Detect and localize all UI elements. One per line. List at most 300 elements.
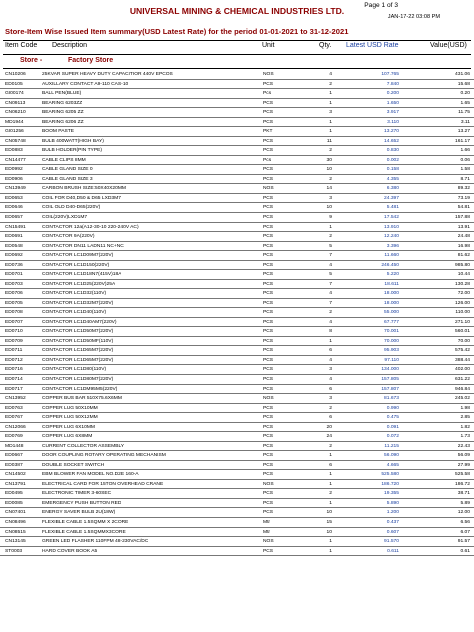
usd-rate-cell: 0.437 xyxy=(386,519,399,525)
value-cell: 0.06 xyxy=(460,157,470,163)
table-row xyxy=(0,528,474,538)
unit-cell: PCS xyxy=(263,367,274,373)
description-cell: COPPER LUG 6X10MM xyxy=(42,424,95,430)
value-cell: 72.00 xyxy=(457,291,470,297)
usd-rate-cell: 55.000 xyxy=(384,310,399,316)
unit-cell: PCS xyxy=(263,415,274,421)
item-code-cell: GI01256 xyxy=(5,129,24,135)
item-code-cell: CN08496 xyxy=(5,519,26,525)
usd-rate-cell: 18.000 xyxy=(384,291,399,297)
description-cell: BULB 400WATT(HIGH BAY) xyxy=(42,138,104,144)
description-cell: COIL OLD D40-D65(220V) xyxy=(42,205,101,211)
unit-cell: PCS xyxy=(263,453,274,459)
item-code-cell: ED0706 xyxy=(5,291,23,297)
table-row xyxy=(0,547,474,557)
unit-cell: PCS xyxy=(263,100,274,106)
value-cell: 2.85 xyxy=(460,415,470,421)
qty-cell: 9 xyxy=(329,214,332,220)
usd-rate-cell: 12.240 xyxy=(384,234,399,240)
usd-rate-cell: 1.200 xyxy=(386,510,399,516)
table-row xyxy=(0,470,474,480)
description-cell: COPPER LUG 6X8MM xyxy=(42,434,93,440)
col-header-value: Value(USD) xyxy=(430,42,467,49)
unit-cell: PCS xyxy=(263,205,274,211)
item-code-cell: CN14477 xyxy=(5,157,26,163)
qty-cell: 1 xyxy=(329,119,332,125)
description-cell: CONTACTOR LC1DM95M5(220V) xyxy=(42,386,118,392)
unit-cell: PCS xyxy=(263,167,274,173)
usd-rate-cell: 0.200 xyxy=(386,91,399,97)
item-code-cell: ED0705 xyxy=(5,300,23,306)
value-cell: 1.98 xyxy=(460,405,470,411)
qty-cell: 3 xyxy=(329,195,332,201)
qty-cell: 1 xyxy=(329,338,332,344)
table-row xyxy=(0,423,474,433)
usd-rate-cell: 24.397 xyxy=(384,195,399,201)
report-datetime: JAN-17-22 03:08 PM xyxy=(387,14,440,20)
item-code-cell: ED0085 xyxy=(5,500,23,506)
usd-rate-cell: 5.220 xyxy=(386,272,399,278)
qty-cell: 7 xyxy=(329,300,332,306)
usd-rate-cell: 5.890 xyxy=(386,500,399,506)
unit-cell: PCS xyxy=(263,243,274,249)
usd-rate-cell: 0.830 xyxy=(386,148,399,154)
unit-cell: PCS xyxy=(263,462,274,468)
item-code-cell: ED0736 xyxy=(5,262,23,268)
item-code-cell: ED0711 xyxy=(5,348,23,354)
unit-cell: PCS xyxy=(263,338,274,344)
item-code-cell: ED0708 xyxy=(5,310,23,316)
unit-cell: PCS xyxy=(263,500,274,506)
item-code-cell: ED0105 xyxy=(5,81,23,87)
qty-cell: 1 xyxy=(329,472,332,478)
unit-cell: PCS xyxy=(263,119,274,125)
table-row xyxy=(0,165,474,175)
qty-cell: 2 xyxy=(329,81,332,87)
value-cell: 8.71 xyxy=(460,176,470,182)
unit-cell: PCS xyxy=(263,310,274,316)
usd-rate-cell: 0.158 xyxy=(386,167,399,173)
unit-cell: PCS xyxy=(263,510,274,516)
qty-cell: 2 xyxy=(329,310,332,316)
value-cell: 56.09 xyxy=(457,453,470,459)
item-code-cell: ED0767 xyxy=(5,415,23,421)
store-rule xyxy=(3,68,471,69)
item-code-cell: CN12066 xyxy=(5,424,26,430)
value-cell: 126.00 xyxy=(455,300,470,306)
header-rule-top xyxy=(3,40,471,41)
description-cell: CONTACTOR LC1D25(220V)25A xyxy=(42,281,116,287)
table-row xyxy=(0,156,474,166)
item-code-cell: CN13952 xyxy=(5,396,26,402)
description-cell: CONTACTOR LC1D09M7(220V) xyxy=(42,253,114,259)
table-row xyxy=(0,261,474,271)
qty-cell: 6 xyxy=(329,415,332,421)
table-row xyxy=(0,432,474,442)
description-cell: COPPER LUG 50X10MM xyxy=(42,405,98,411)
header-rule-bottom xyxy=(3,54,471,55)
item-code-cell: ED0712 xyxy=(5,357,23,363)
table-row xyxy=(0,308,474,318)
qty-cell: 10 xyxy=(326,205,332,211)
table-row xyxy=(0,242,474,252)
value-cell: 525.58 xyxy=(455,472,470,478)
description-cell: EMERGENCY PUSH BUTTON RED xyxy=(42,500,122,506)
unit-cell: NOS xyxy=(263,481,274,487)
unit-cell: PCS xyxy=(263,262,274,268)
table-row xyxy=(0,394,474,404)
unit-cell: PCS xyxy=(263,291,274,297)
description-cell: CONTACTOR LC1D18N7(415V)18A xyxy=(42,272,122,278)
unit-cell: PCS xyxy=(263,138,274,144)
store-name: Factory Store xyxy=(68,57,114,64)
table-row xyxy=(0,184,474,194)
usd-rate-cell: 11.660 xyxy=(384,253,399,259)
table-row xyxy=(0,499,474,509)
qty-cell: 14 xyxy=(326,186,332,192)
description-cell: BULB HOLDER(PIN TYPE) xyxy=(42,148,102,154)
usd-rate-cell: 186.720 xyxy=(381,481,399,487)
usd-rate-cell: 19.355 xyxy=(384,491,399,497)
description-cell: CONTACTOR LC1D32M7(220V) xyxy=(42,300,114,306)
qty-cell: 2 xyxy=(329,491,332,497)
usd-rate-cell: 157.807 xyxy=(381,386,399,392)
description-cell: CONTACTOR LC1D80M7(220V) xyxy=(42,377,114,382)
usd-rate-cell: 70.001 xyxy=(384,329,399,335)
table-row xyxy=(0,346,474,356)
description-cell: ELECTRONIC TIMER 3-60SEC xyxy=(42,491,112,497)
item-code-cell: CN06210 xyxy=(5,110,26,116)
qty-cell: 2 xyxy=(329,148,332,154)
usd-rate-cell: 14.652 xyxy=(384,138,399,144)
qty-cell: 1 xyxy=(329,481,332,487)
usd-rate-cell: 107.765 xyxy=(381,72,399,77)
table-row xyxy=(0,385,474,395)
unit-cell: PCS xyxy=(263,195,274,201)
item-code-cell: CN08515 xyxy=(5,529,26,535)
description-cell: BEARING 6205 ZZ xyxy=(42,110,84,116)
table-row xyxy=(0,251,474,261)
description-cell: 25KVAR SUPER HEAVY DUTY CAPACITIOR 440V EPCOS xyxy=(42,72,173,77)
table-row xyxy=(0,194,474,204)
value-cell: 24.48 xyxy=(457,234,470,240)
company-title: UNIVERSAL MINING & CHEMICAL INDUSTRIES LTD. xyxy=(129,6,345,16)
table-row xyxy=(0,461,474,471)
qty-cell: 6 xyxy=(329,462,332,468)
description-cell: CONTACTOR 9A(220V) xyxy=(42,234,95,240)
item-code-cell: ED0707 xyxy=(5,319,23,325)
table-row xyxy=(0,508,474,518)
table-row xyxy=(0,480,474,490)
value-cell: 10.44 xyxy=(457,272,470,278)
unit-cell: PCS xyxy=(263,434,274,440)
unit-cell: NOS xyxy=(263,539,274,545)
usd-rate-cell: 95.903 xyxy=(384,348,399,354)
usd-rate-cell: 0.990 xyxy=(386,405,399,411)
qty-cell: 1 xyxy=(329,129,332,135)
qty-cell: 4 xyxy=(329,72,332,77)
description-cell: DOUBLE SOCKET SWITCH xyxy=(42,462,105,468)
table-row xyxy=(0,232,474,242)
value-cell: 81.62 xyxy=(457,253,470,259)
item-code-cell: CN05748 xyxy=(5,138,26,144)
unit-cell: PCS xyxy=(263,548,274,554)
item-code-cell: GI00174 xyxy=(5,91,24,97)
qty-cell: 2 xyxy=(329,176,332,182)
description-cell: AUXILLARY CONTACT A9-110 CAS-10 xyxy=(42,81,129,87)
unit-cell: PCS xyxy=(263,443,274,449)
usd-rate-cell: 4.665 xyxy=(386,462,399,468)
items-table xyxy=(0,70,474,556)
unit-cell: PCS xyxy=(263,329,274,335)
qty-cell: 6 xyxy=(329,386,332,392)
usd-rate-cell: 70.000 xyxy=(384,338,399,344)
value-cell: 388.44 xyxy=(455,357,470,363)
value-cell: 402.00 xyxy=(455,367,470,373)
item-code-cell: CN13791 xyxy=(5,481,26,487)
description-cell: BOOM PASTE xyxy=(42,129,74,135)
usd-rate-cell: 0.475 xyxy=(386,415,399,421)
item-code-cell: ED0710 xyxy=(5,329,23,335)
value-cell: 3.11 xyxy=(460,119,470,125)
item-code-cell: ED0692 xyxy=(5,253,23,259)
item-code-cell: ED0992 xyxy=(5,167,23,173)
item-code-cell: ST0003 xyxy=(5,548,23,554)
value-cell: 431.06 xyxy=(455,72,470,77)
qty-cell: 20 xyxy=(326,424,332,430)
qty-cell: 1 xyxy=(329,539,332,545)
value-cell: 13.27 xyxy=(457,129,470,135)
qty-cell: 7 xyxy=(329,281,332,287)
table-row xyxy=(0,356,474,366)
qty-cell: 3 xyxy=(329,110,332,116)
table-row xyxy=(0,318,474,328)
description-cell: COIL(220V)LXD1M7 xyxy=(42,214,88,220)
qty-cell: 5 xyxy=(329,243,332,249)
qty-cell: 1 xyxy=(329,91,332,97)
table-row xyxy=(0,289,474,299)
description-cell: BALL PEN(BLUE) xyxy=(42,91,82,97)
col-header-qty: Qty. xyxy=(319,42,332,49)
usd-rate-cell: 1.650 xyxy=(386,100,399,106)
description-cell: CONTACTOR LC1D50M7(220V) xyxy=(42,329,114,335)
usd-rate-cell: 81.673 xyxy=(384,396,399,402)
table-row xyxy=(0,299,474,309)
usd-rate-cell: 134.000 xyxy=(381,367,399,373)
value-cell: 73.19 xyxy=(457,195,470,201)
item-code-cell: ED0716 xyxy=(5,367,23,373)
qty-cell: 4 xyxy=(329,357,332,363)
description-cell: CONTACTOR LC1D40(110V) xyxy=(42,310,107,316)
usd-rate-cell: 0.072 xyxy=(386,434,399,440)
usd-rate-cell: 67.777 xyxy=(384,319,399,325)
value-cell: 110.00 xyxy=(455,310,470,316)
value-cell: 271.10 xyxy=(455,319,470,325)
value-cell: 89.32 xyxy=(457,186,470,192)
table-row xyxy=(0,203,474,213)
unit-cell: PCS xyxy=(263,377,274,382)
description-cell: CABLE GLAND SIZE 0 xyxy=(42,167,93,173)
value-cell: 22.43 xyxy=(457,443,470,449)
qty-cell: 4 xyxy=(329,377,332,382)
usd-rate-cell: 3.917 xyxy=(386,110,399,116)
unit-cell: PCS xyxy=(263,386,274,392)
description-cell: CONTACTOR LC1D40AM7(220V) xyxy=(42,319,117,325)
table-row xyxy=(0,518,474,528)
item-code-cell: CN10206 xyxy=(5,72,26,77)
value-cell: 91.57 xyxy=(457,539,470,545)
col-header-unit: Unit xyxy=(262,42,275,49)
page-number: Page 1 of 3 xyxy=(364,2,398,9)
description-cell: DOOR COUPLING ROTARY OPERATING MECHANISM xyxy=(42,453,166,459)
value-cell: 1.65 xyxy=(460,100,470,106)
qty-cell: 1 xyxy=(329,224,332,230)
item-code-cell: MD1944 xyxy=(5,119,24,125)
item-code-cell: ED0883 xyxy=(5,148,23,154)
item-code-cell: CN13949 xyxy=(5,186,26,192)
unit-cell: PCS xyxy=(263,234,274,240)
description-cell: FLEXIBLE CABLE 1.5SQMM X 2CORE xyxy=(42,519,129,525)
value-cell: 0.61 xyxy=(460,548,470,554)
usd-rate-cell: 157.805 xyxy=(381,377,399,382)
description-cell: CABLE CLIPS 8MM xyxy=(42,157,86,163)
value-cell: 5.89 xyxy=(460,500,470,506)
usd-rate-cell: 13.910 xyxy=(384,224,399,230)
qty-cell: 1 xyxy=(329,548,332,554)
unit-cell: PCS xyxy=(263,348,274,354)
value-cell: 186.72 xyxy=(455,481,470,487)
value-cell: 1.66 xyxy=(460,148,470,154)
item-code-cell: ED0906 xyxy=(5,176,23,182)
table-row xyxy=(0,413,474,423)
description-cell: GREEN LED FLASHER 110FPM 48-230VAC/DC xyxy=(42,539,149,545)
table-row xyxy=(0,213,474,223)
value-cell: 27.99 xyxy=(457,462,470,468)
qty-cell: 5 xyxy=(329,272,332,278)
col-header-item-code: Item Code xyxy=(5,42,38,49)
usd-rate-cell: 91.570 xyxy=(384,539,399,545)
value-cell: 13.91 xyxy=(457,224,470,230)
item-code-cell: ED0548 xyxy=(5,243,23,249)
table-row xyxy=(0,118,474,128)
unit-cell: Mtr xyxy=(263,519,271,525)
unit-cell: PCS xyxy=(263,472,274,478)
value-cell: 70.00 xyxy=(457,338,470,344)
item-code-cell: CN13145 xyxy=(5,539,26,545)
usd-rate-cell: 11.215 xyxy=(384,443,399,449)
item-code-cell: ED0657 xyxy=(5,214,23,220)
qty-cell: 30 xyxy=(326,157,332,163)
description-cell: FLEXIBLE CABLE 1.5SQMMX3CORE xyxy=(42,529,126,535)
unit-cell: PCS xyxy=(263,281,274,287)
table-row xyxy=(0,175,474,185)
table-row xyxy=(0,127,474,137)
usd-rate-cell: 525.580 xyxy=(381,472,399,478)
qty-cell: 1 xyxy=(329,500,332,506)
unit-cell: NOS xyxy=(263,72,274,77)
description-cell: ELECTRICAL CARD FOR 15TON OVERHEAD CRANE xyxy=(42,481,164,487)
value-cell: 6.07 xyxy=(460,529,470,535)
qty-cell: 4 xyxy=(329,262,332,268)
description-cell: CONTACTOR LC1D32(110V) xyxy=(42,291,107,297)
description-cell: ENERGY SAVER BULB 2U(18W) xyxy=(42,510,116,516)
qty-cell: 2 xyxy=(329,443,332,449)
unit-cell: PCS xyxy=(263,253,274,259)
usd-rate-cell: 13.270 xyxy=(384,129,399,135)
unit-cell: Mtr xyxy=(263,529,271,535)
qty-cell: 6 xyxy=(329,348,332,354)
qty-cell: 8 xyxy=(329,329,332,335)
qty-cell: 24 xyxy=(326,434,332,440)
table-row xyxy=(0,99,474,109)
qty-cell: 2 xyxy=(329,405,332,411)
table-row xyxy=(0,327,474,337)
value-cell: 15.68 xyxy=(457,81,470,87)
description-cell: CONTACTOR 12a(A12-30-10 220-240V AC) xyxy=(42,224,139,230)
table-row xyxy=(0,108,474,118)
usd-rate-cell: 18.000 xyxy=(384,300,399,306)
description-cell: EBM BLOWER FAN MODEL NO.D2E 160-A xyxy=(42,472,139,478)
unit-cell: PKT xyxy=(263,129,273,135)
unit-cell: PCS xyxy=(263,81,274,87)
item-code-cell: CN09113 xyxy=(5,100,26,106)
value-cell: 1.82 xyxy=(460,424,470,430)
usd-rate-cell: 0.002 xyxy=(386,157,399,163)
value-cell: 11.75 xyxy=(458,110,470,116)
qty-cell: 4 xyxy=(329,319,332,325)
qty-cell: 10 xyxy=(326,529,332,535)
item-code-cell: ED0495 xyxy=(5,491,23,497)
item-code-cell: ED0709 xyxy=(5,338,23,344)
qty-cell: 11 xyxy=(326,138,332,144)
col-header-usd-rate: Latest USD Rate xyxy=(346,42,399,49)
description-cell: CONTACTOR LC1D65M7(220V) xyxy=(42,348,114,354)
unit-cell: NOS xyxy=(263,396,274,402)
value-cell: 985.80 xyxy=(455,262,470,268)
table-row xyxy=(0,404,474,414)
value-cell: 560.01 xyxy=(455,329,470,335)
item-code-cell: ED0653 xyxy=(5,195,23,201)
description-cell: BEARING 6203ZZ xyxy=(42,100,83,106)
usd-rate-cell: 56.090 xyxy=(384,453,399,459)
usd-rate-cell: 7.840 xyxy=(386,81,399,87)
item-code-cell: ED0387 xyxy=(5,462,23,468)
table-row xyxy=(0,270,474,280)
table-row xyxy=(0,375,474,385)
qty-cell: 15 xyxy=(326,519,332,525)
item-code-cell: CN07401 xyxy=(5,510,26,516)
unit-cell: PCS xyxy=(263,110,274,116)
store-label: Store - xyxy=(20,57,43,64)
item-code-cell: CN15491 xyxy=(5,224,26,230)
table-row xyxy=(0,365,474,375)
item-code-cell: MD1448 xyxy=(5,443,24,449)
value-cell: 54.81 xyxy=(457,205,470,211)
qty-cell: 7 xyxy=(329,253,332,259)
unit-cell: PCS xyxy=(263,300,274,306)
table-row xyxy=(0,280,474,290)
item-code-cell: ED0717 xyxy=(5,386,23,392)
table-row xyxy=(0,537,474,547)
description-cell: CARBON BRUSH SIZE:50X40X20MM xyxy=(42,186,126,192)
item-code-cell: ED0667 xyxy=(5,453,23,459)
description-cell: COIL FOR D40,D50 & D65 LXD3M7 xyxy=(42,195,121,201)
usd-rate-cell: 5.481 xyxy=(386,205,399,211)
value-cell: 38.71 xyxy=(457,491,470,497)
description-cell: CONTACTOR LC1D80(110V) xyxy=(42,367,107,373)
qty-cell: 2 xyxy=(329,234,332,240)
value-cell: 161.17 xyxy=(455,138,470,144)
